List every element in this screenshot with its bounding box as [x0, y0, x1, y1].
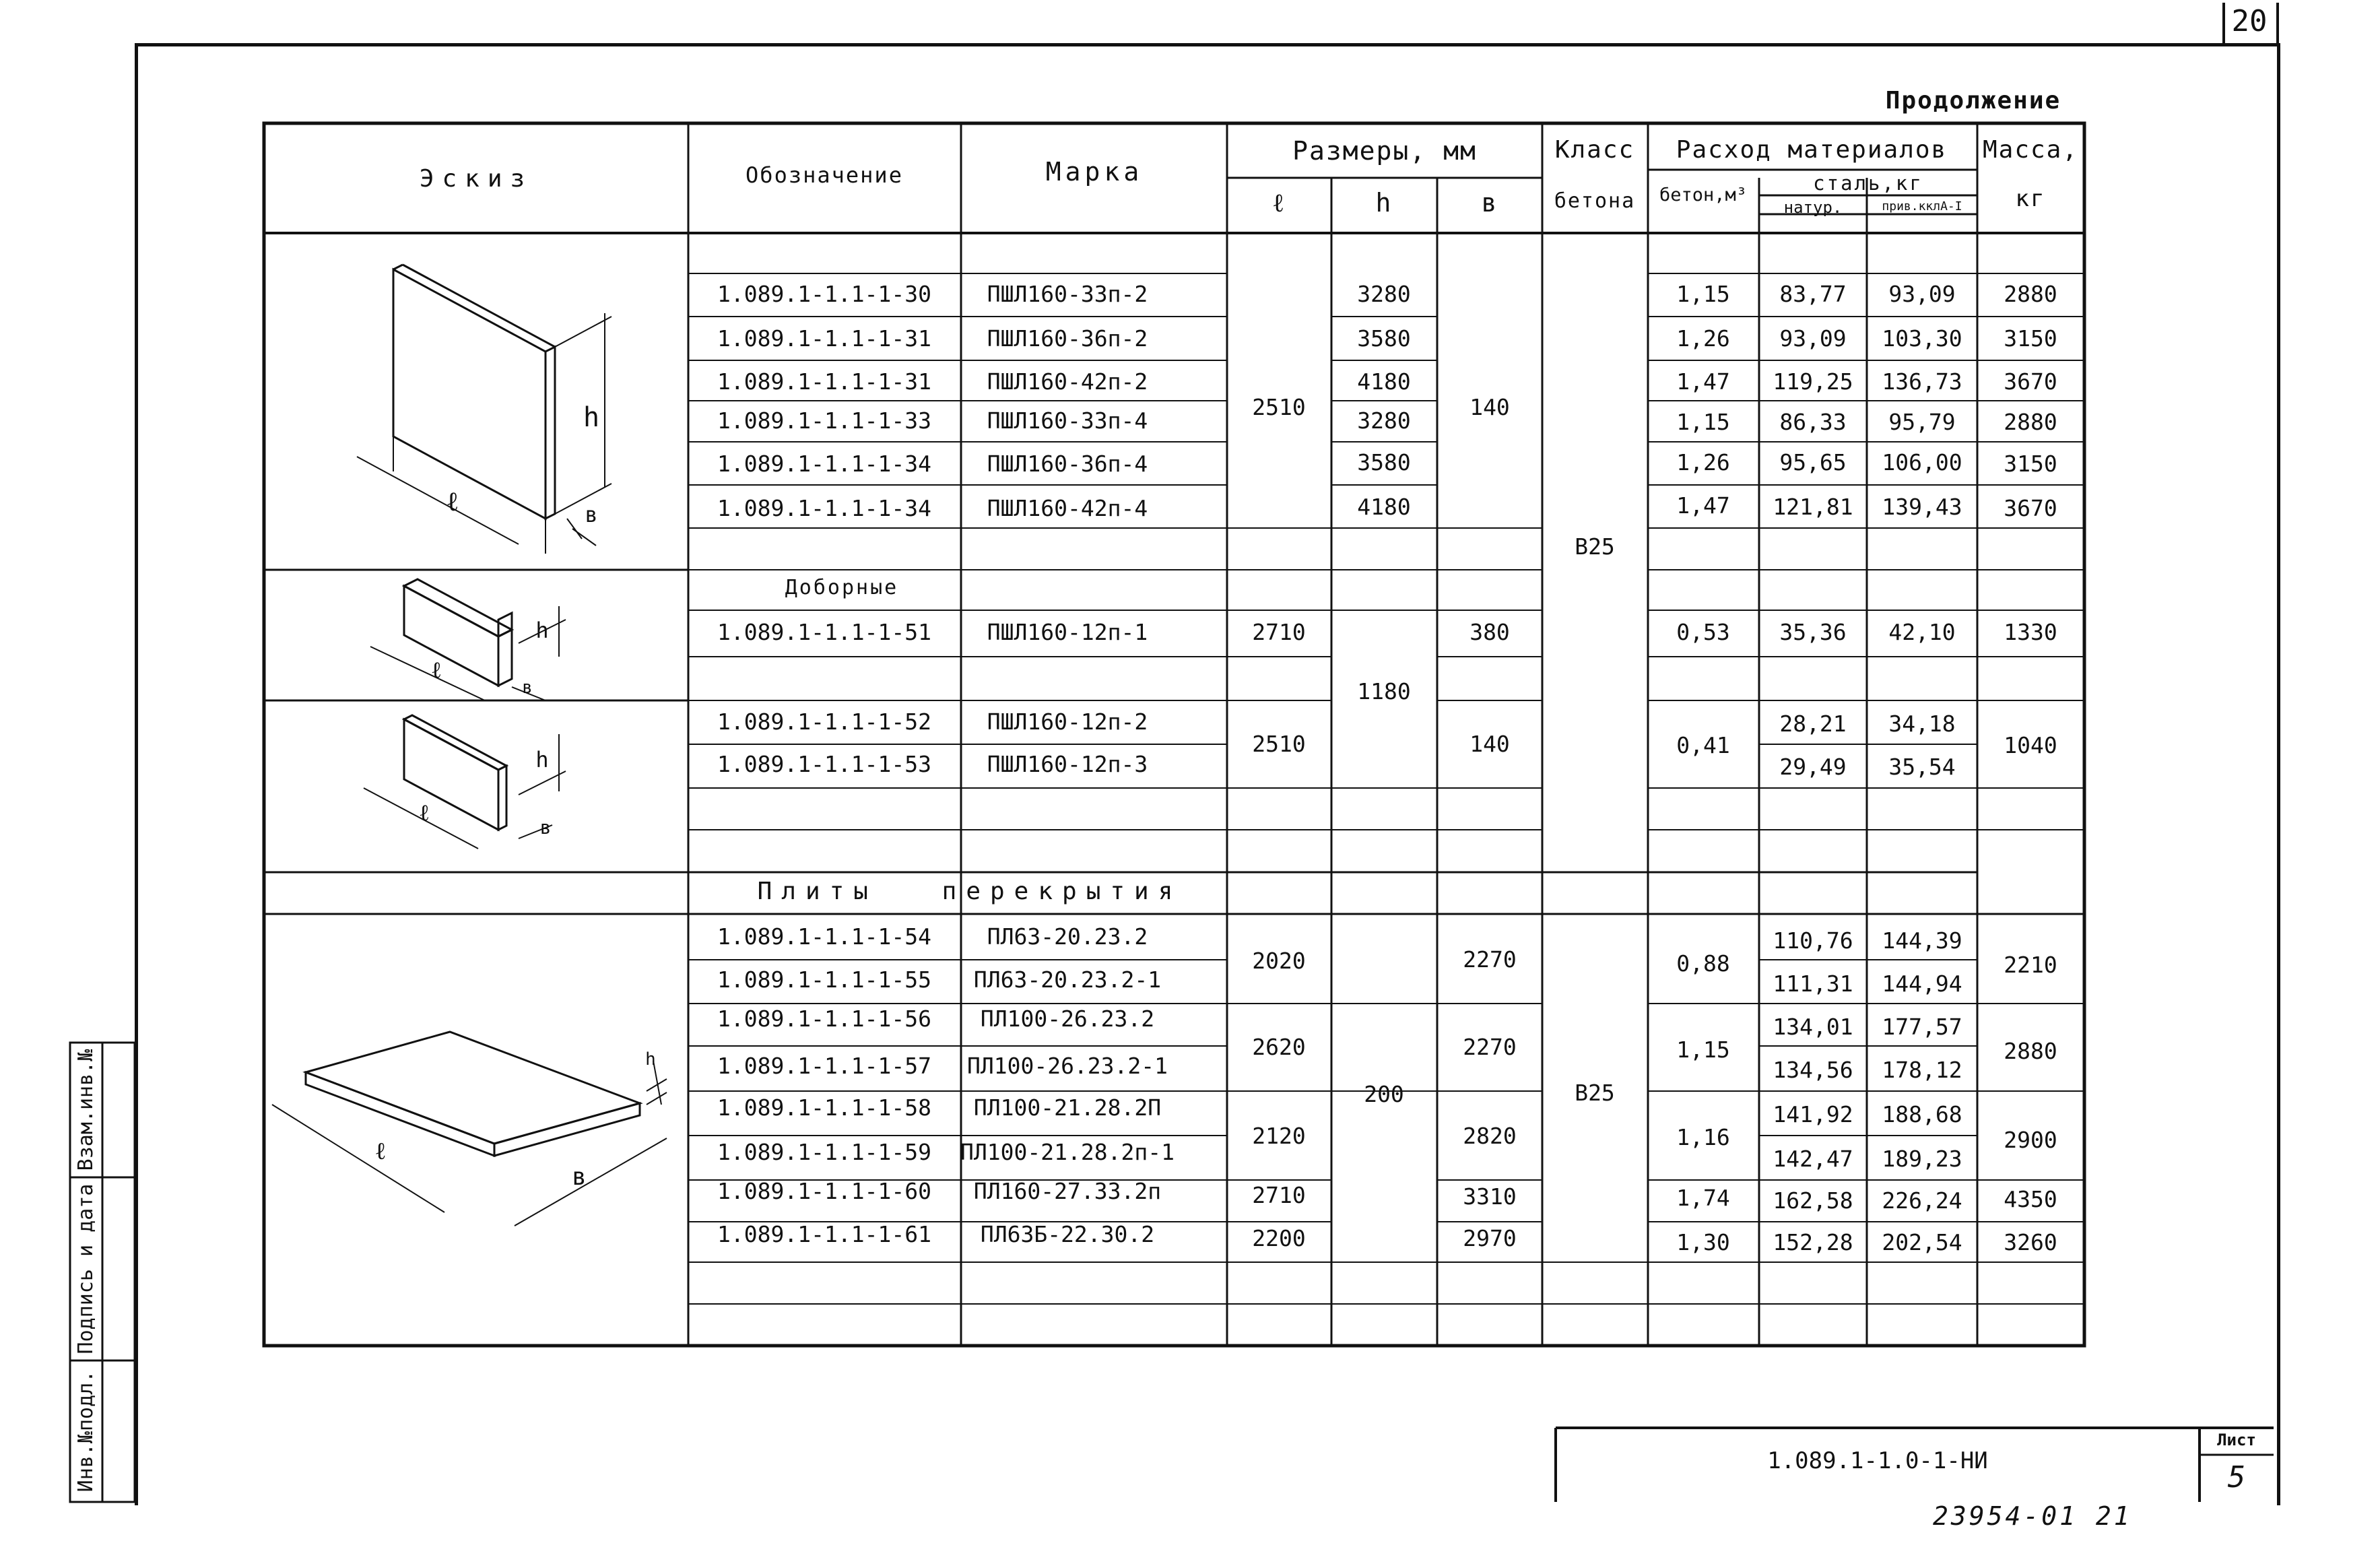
continuation-label: Продолжение: [1885, 87, 2061, 114]
slabs-title: Плиты перекрытия: [757, 878, 1183, 905]
g1-r6-reduced: 139,43: [1882, 494, 1962, 520]
sl-r5-designation: 1.089.1-1.1-1-58: [717, 1094, 931, 1121]
sketch2-label-b: в: [522, 678, 533, 698]
g1-r5-mark: ПШЛ160-36п-4: [987, 451, 1148, 477]
sl-r61-l: 2200: [1252, 1225, 1306, 1251]
g1-r5-reduced: 106,00: [1882, 449, 1962, 476]
g1-r5-natural: 95,65: [1779, 449, 1847, 476]
header-dim-h: h: [1375, 188, 1393, 218]
sl-p1-l: 2020: [1252, 948, 1306, 974]
sl-p3-concrete: 1,16: [1676, 1124, 1730, 1150]
sl-r2-reduced: 144,94: [1882, 971, 1962, 997]
sl-r3-natural: 134,01: [1773, 1014, 1853, 1040]
g1-r1-concrete: 1,15: [1676, 281, 1730, 307]
g1-r1-h: 3280: [1357, 281, 1411, 307]
g1-r1-reduced: 93,09: [1888, 281, 1956, 307]
add-r1-l: 2710: [1252, 619, 1306, 645]
sl-r2-mark: ПЛ63-20.23.2-1: [973, 966, 1162, 993]
additional-panel-2-sketch: [364, 715, 566, 849]
g1-r4-mass: 2880: [2004, 409, 2057, 435]
g1-r4-natural: 86,33: [1779, 409, 1847, 435]
g1-r2-concrete: 1,26: [1676, 325, 1730, 352]
sl-p3-b: 2820: [1463, 1123, 1517, 1149]
sl-r1-natural: 110,76: [1773, 927, 1853, 954]
g1-r4-designation: 1.089.1-1.1-1-33: [717, 407, 931, 434]
add-r2-natural: 28,21: [1779, 711, 1847, 737]
sketch1-label-l: ℓ: [446, 486, 459, 517]
g1-r6-mark: ПШЛ160-42п-4: [987, 495, 1148, 521]
add-r1-mass: 1330: [2004, 619, 2057, 645]
sl-p3-mass: 2900: [2004, 1127, 2057, 1153]
sketch4-label-h: h: [645, 1049, 656, 1070]
add-r3-designation: 1.089.1-1.1-1-53: [717, 751, 931, 777]
add-concrete-23: 0,41: [1676, 732, 1730, 758]
add-r1-reduced: 42,10: [1888, 619, 1956, 645]
sl-r3-designation: 1.089.1-1.1-1-56: [717, 1006, 931, 1032]
g1-r3-mass: 3670: [2004, 368, 2057, 395]
header-steel: сталь,кг: [1813, 172, 1923, 195]
add-mass-23: 1040: [2004, 732, 2057, 758]
sl-r8-mark: ПЛ63Б-22.30.2: [980, 1221, 1155, 1247]
g1-r2-reduced: 103,30: [1882, 325, 1962, 352]
sl-r61-concrete: 1,30: [1676, 1229, 1730, 1255]
sl-r3-reduced: 177,57: [1882, 1014, 1962, 1040]
g1-r6-designation: 1.089.1-1.1-1-34: [717, 495, 931, 521]
header-class-1: Класс: [1554, 136, 1635, 164]
sl-concrete-class: В25: [1575, 1080, 1615, 1106]
sl-r7-mark: ПЛ160-27.33.2п: [973, 1178, 1162, 1204]
sl-p1-concrete: 0,88: [1676, 950, 1730, 977]
g1-r2-mark: ПШЛ160-36п-2: [987, 325, 1148, 352]
sl-r7-natural: 162,58: [1773, 1187, 1853, 1214]
g1-r3-mark: ПШЛ160-42п-2: [987, 368, 1148, 395]
sl-r2-natural: 111,31: [1773, 971, 1853, 997]
header-dim-b: в: [1481, 188, 1498, 218]
g1-r5-h: 3580: [1357, 449, 1411, 476]
sl-r5-natural: 141,92: [1773, 1101, 1853, 1127]
additional-title: Доборные: [785, 576, 899, 599]
g1-r6-concrete: 1,47: [1676, 492, 1730, 519]
header-class-2: бетона: [1554, 189, 1636, 213]
add-r1-mark: ПШЛ160-12п-1: [987, 619, 1148, 645]
g1-r3-designation: 1.089.1-1.1-1-31: [717, 368, 931, 395]
sl-r60-mass: 4350: [2004, 1186, 2057, 1212]
sl-r7-designation: 1.089.1-1.1-1-60: [717, 1178, 931, 1204]
sketch4-label-b: в: [572, 1163, 587, 1191]
sl-r6-mark: ПЛ100-21.28.2п-1: [960, 1139, 1175, 1165]
g1-concrete-class: В25: [1575, 533, 1615, 560]
header-dimensions: Размеры, мм: [1292, 136, 1477, 166]
sl-p2-mass: 2880: [2004, 1038, 2057, 1064]
sl-r2-designation: 1.089.1-1.1-1-55: [717, 966, 931, 993]
g1-r2-h: 3580: [1357, 325, 1411, 352]
sheet-number: 20: [2231, 4, 2268, 38]
add-b-23: 140: [1469, 731, 1510, 757]
side-stamp-sign-date: Подпись и дата: [74, 1183, 98, 1354]
header-mass-2: кг: [2015, 185, 2046, 212]
wall-panel-sketch: [357, 265, 611, 554]
sl-r60-b: 3310: [1463, 1183, 1517, 1210]
g1-r3-natural: 119,25: [1773, 368, 1853, 395]
g1-r2-natural: 93,09: [1779, 325, 1847, 352]
add-r1-natural: 35,36: [1779, 619, 1847, 645]
add-r3-reduced: 35,54: [1888, 754, 1956, 780]
sketch1-label-h: h: [583, 402, 600, 433]
side-stamp-inv-orig: Инв.№подл.: [74, 1370, 98, 1493]
g1-r4-reduced: 95,79: [1888, 409, 1956, 435]
title-block-code: 1.089.1-1.0-1-НИ: [1767, 1447, 1988, 1474]
add-r2-mark: ПШЛ160-12п-2: [987, 709, 1148, 735]
g1-r6-natural: 121,81: [1773, 494, 1853, 520]
sl-r5-mark: ПЛ100-21.28.2П: [973, 1094, 1162, 1121]
header-mark: Марка: [1045, 157, 1144, 187]
sketch2-label-l: ℓ: [430, 657, 442, 684]
add-r2-reduced: 34,18: [1888, 711, 1956, 737]
add-r1-concrete: 0,53: [1676, 619, 1730, 645]
sketch3-label-h: h: [535, 747, 549, 773]
sl-r4-mark: ПЛ100-26.23.2-1: [966, 1053, 1168, 1079]
sl-p2-b: 2270: [1463, 1034, 1517, 1060]
add-r3-mark: ПШЛ160-12п-3: [987, 751, 1148, 777]
sl-r60-concrete: 1,74: [1676, 1185, 1730, 1211]
g1-r2-designation: 1.089.1-1.1-1-31: [717, 325, 931, 352]
sl-r1-designation: 1.089.1-1.1-1-54: [717, 923, 931, 950]
g1-r1-mark: ПШЛ160-33п-2: [987, 281, 1148, 307]
g1-r3-h: 4180: [1357, 368, 1411, 395]
sl-p2-concrete: 1,15: [1676, 1037, 1730, 1063]
sl-r1-mark: ПЛ63-20.23.2: [987, 923, 1148, 950]
sl-h: 200: [1364, 1081, 1404, 1107]
sl-r4-reduced: 178,12: [1882, 1057, 1962, 1083]
header-sketch: Эскиз: [419, 165, 533, 193]
sketch3-label-b: в: [539, 816, 552, 839]
sl-r4-designation: 1.089.1-1.1-1-57: [717, 1053, 931, 1079]
g1-r4-concrete: 1,15: [1676, 409, 1730, 435]
g1-r3-concrete: 1,47: [1676, 368, 1730, 395]
add-r1-designation: 1.089.1-1.1-1-51: [717, 619, 931, 645]
sl-r5-reduced: 188,68: [1882, 1101, 1962, 1127]
sl-r1-reduced: 144,39: [1882, 927, 1962, 954]
sl-r6-natural: 142,47: [1773, 1146, 1853, 1172]
header-concrete: бетон,м³: [1659, 185, 1748, 205]
g1-r4-h: 3280: [1357, 407, 1411, 434]
g1-r1-natural: 83,77: [1779, 281, 1847, 307]
sl-p1-mass: 2210: [2004, 952, 2057, 978]
header-consumption: Расход материалов: [1676, 136, 1948, 164]
sketch4-label-l: ℓ: [374, 1138, 387, 1165]
sketch3-label-l: ℓ: [418, 799, 430, 826]
header-natural: натур.: [1783, 198, 1843, 217]
g1-r1-mass: 2880: [2004, 281, 2057, 307]
side-stamp-replaced: Взам.инв.№: [74, 1049, 98, 1171]
g1-r6-h: 4180: [1357, 494, 1411, 520]
sl-r8-reduced: 202,54: [1882, 1229, 1962, 1255]
header-dim-l: ℓ: [1271, 188, 1286, 218]
header-designation: Обозначение: [746, 162, 903, 188]
sl-r8-designation: 1.089.1-1.1-1-61: [717, 1221, 931, 1247]
sl-r8-natural: 152,28: [1773, 1229, 1853, 1255]
g1-b: 140: [1469, 394, 1510, 420]
sketch1-label-b: в: [585, 502, 598, 527]
sl-p3-l: 2120: [1252, 1123, 1306, 1149]
add-r3-natural: 29,49: [1779, 754, 1847, 780]
g1-r3-reduced: 136,73: [1882, 368, 1962, 395]
sl-r60-l: 2710: [1252, 1182, 1306, 1208]
g1-r4-mark: ПШЛ160-33п-4: [987, 407, 1148, 434]
g1-r5-concrete: 1,26: [1676, 449, 1730, 476]
title-block-sheet-value: 5: [2227, 1460, 2246, 1495]
header-reduced: прив.кклА-I: [1882, 199, 1962, 214]
sl-r61-b: 2970: [1463, 1225, 1517, 1251]
sl-r61-mass: 3260: [2004, 1229, 2057, 1255]
sl-r4-natural: 134,56: [1773, 1057, 1853, 1083]
sl-r3-mark: ПЛ100-26.23.2: [980, 1006, 1155, 1032]
sl-r6-designation: 1.089.1-1.1-1-59: [717, 1139, 931, 1165]
sl-p1-b: 2270: [1463, 946, 1517, 973]
floor-slab-sketch: [272, 1032, 667, 1226]
sl-r6-reduced: 189,23: [1882, 1146, 1962, 1172]
add-r1-b: 380: [1469, 619, 1510, 645]
g1-r5-designation: 1.089.1-1.1-1-34: [717, 451, 931, 477]
sketch2-label-h: h: [535, 618, 549, 643]
add-l-23: 2510: [1252, 731, 1306, 757]
g1-r2-mass: 3150: [2004, 325, 2057, 352]
g1-l: 2510: [1252, 394, 1306, 420]
sl-p2-l: 2620: [1252, 1034, 1306, 1060]
title-block-sheet-label: Лист: [2217, 1431, 2256, 1449]
g1-r1-designation: 1.089.1-1.1-1-30: [717, 281, 931, 307]
header-mass-1: Масса,: [1982, 136, 2079, 164]
add-h-shared: 1180: [1357, 678, 1411, 704]
g1-r5-mass: 3150: [2004, 451, 2057, 477]
sl-r7-reduced: 226,24: [1882, 1187, 1962, 1214]
footer-number: 23954-01 21: [1933, 1501, 2132, 1531]
add-r2-designation: 1.089.1-1.1-1-52: [717, 709, 931, 735]
g1-r6-mass: 3670: [2004, 495, 2057, 521]
